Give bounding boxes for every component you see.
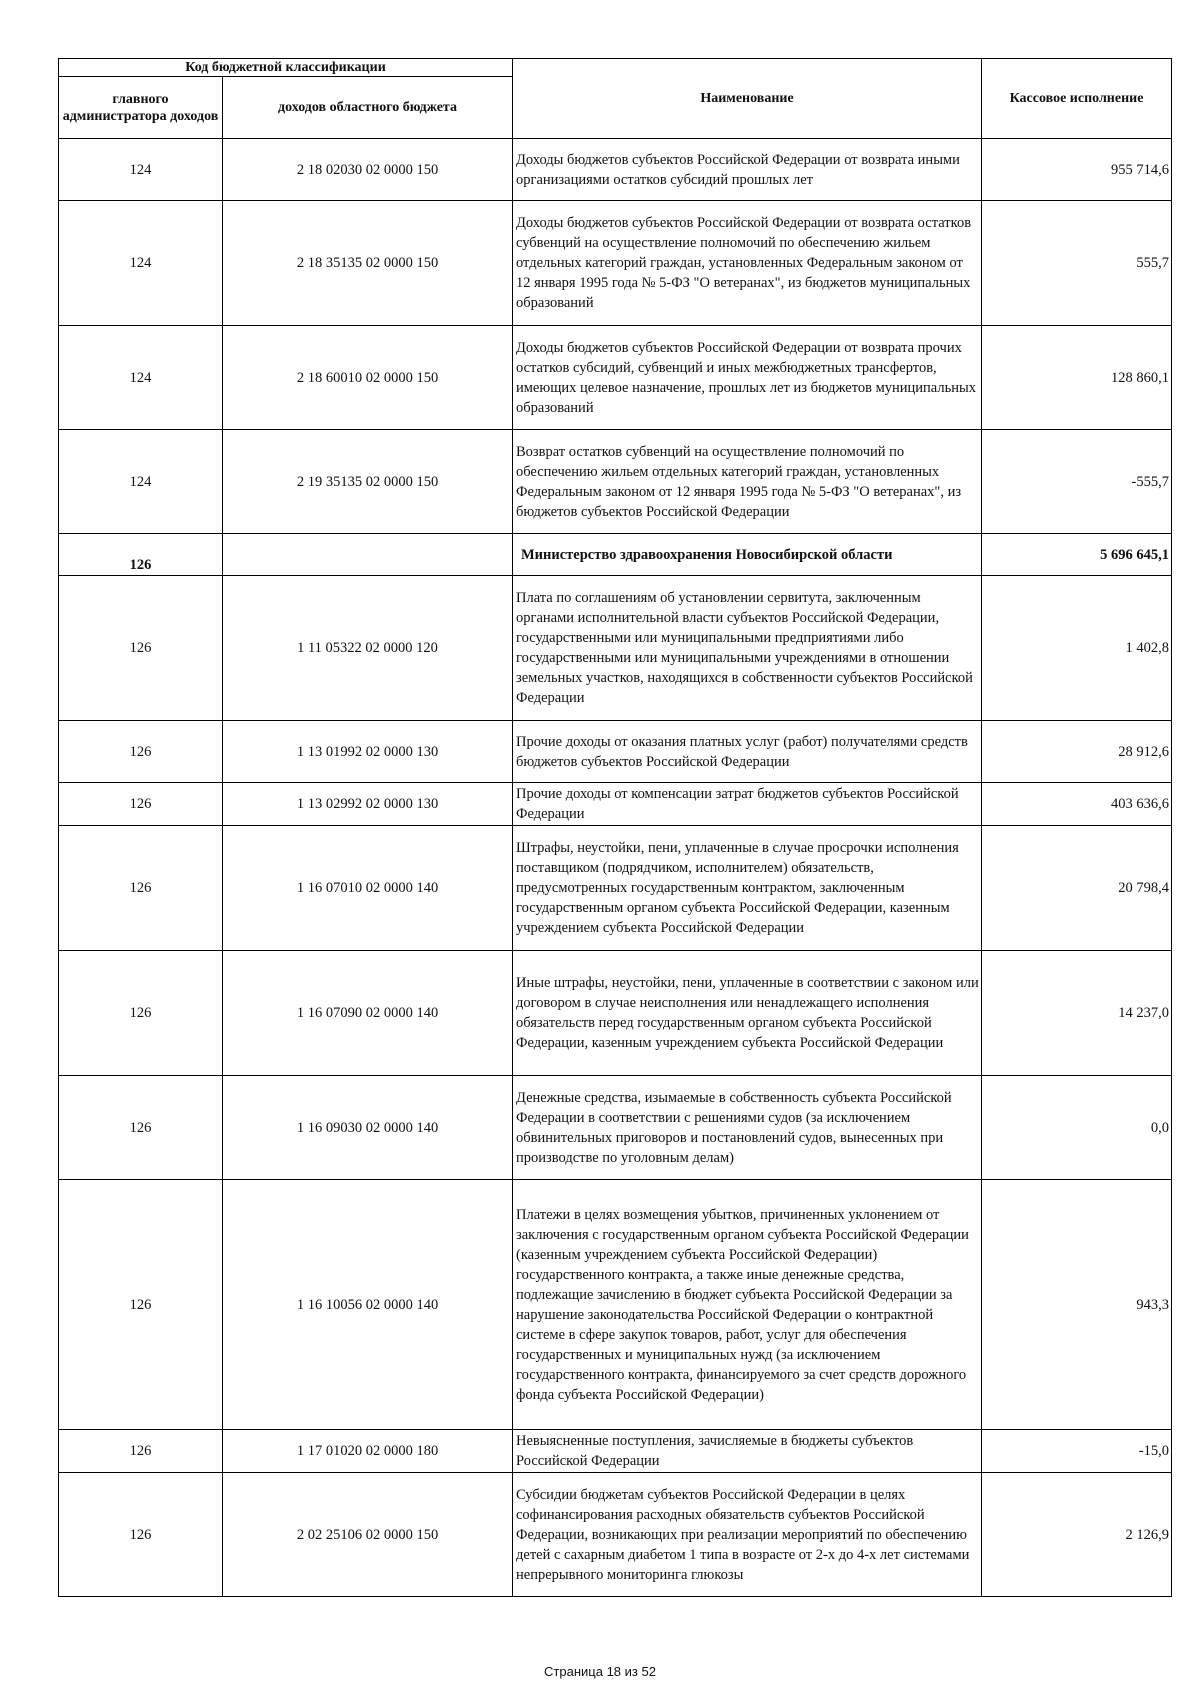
amount: 128 860,1 (982, 326, 1172, 430)
admin-code: 126 (59, 1473, 223, 1597)
revenue-code: 1 16 09030 02 0000 140 (223, 1076, 513, 1180)
amount: 955 714,6 (982, 139, 1172, 201)
table-row (59, 1076, 1172, 1180)
table-row (59, 139, 1172, 201)
header-name: Наименование (513, 59, 982, 139)
amount: 2 126,9 (982, 1473, 1172, 1597)
budget-table (58, 58, 1172, 1597)
admin-code: 126 (59, 826, 223, 951)
revenue-code: 1 16 07010 02 0000 140 (223, 826, 513, 951)
revenue-code: 1 16 10056 02 0000 140 (223, 1180, 513, 1430)
revenue-code: 2 02 25106 02 0000 150 (223, 1473, 513, 1597)
header-classification-code: Код бюджетной классификации (59, 59, 513, 77)
table-row (59, 951, 1172, 1076)
revenue-name: Плата по соглашениям об установлении сервитута, заключенным органами исполнительной власти субъектов Российской Федерации, государственными или муниципальными предприятиями либо государственными или муниципальными учреждениями в отношении земельных участков, находящихся в собственности субъектов Российской Федерации (513, 576, 982, 721)
revenue-name: Доходы бюджетов субъектов Российской Федерации от возврата прочих остатков субсидий, субвенций и иных межбюджетных трансфертов, имеющих целевое назначение, прошлых лет из бюджетов муниципальных образований (513, 326, 982, 430)
amount: 28 912,6 (982, 721, 1172, 783)
table-row (59, 826, 1172, 951)
amount: 1 402,8 (982, 576, 1172, 721)
amount: 555,7 (982, 201, 1172, 326)
table-row (59, 1180, 1172, 1430)
amount: 20 798,4 (982, 826, 1172, 951)
revenue-name: Субсидии бюджетам субъектов Российской Федерации в целях софинансирования расходных обязательств субъектов Российской Федерации, возникающих при реализации мероприятий по обеспечению детей с сахарным диабетом 1 типа в возрасте от 2-х до 4-х лет системами непрерывного мониторинга глюкозы (513, 1473, 982, 1597)
admin-code: 124 (59, 139, 223, 201)
amount: 403 636,6 (982, 783, 1172, 826)
revenue-name: Денежные средства, изымаемые в собственность субъекта Российской Федерации в соответствии с решениями судов (за исключением обвинительных приговоров и постановлений судов, вынесенных при производстве по уголовным делам) (513, 1076, 982, 1180)
revenue-name: Прочие доходы от оказания платных услуг (работ) получателями средств бюджетов субъектов Российской Федерации (513, 721, 982, 783)
revenue-name: Доходы бюджетов субъектов Российской Федерации от возврата иными организациями остатков субсидий прошлых лет (513, 139, 982, 201)
header-regional-budget-revenue: доходов областного бюджета (223, 77, 513, 139)
ministry-total-amount: 5 696 645,1 (982, 534, 1172, 576)
admin-code: 126 (59, 783, 223, 826)
revenue-name: Иные штрафы, неустойки, пени, уплаченные в соответствии с законом или договором в случае неисполнения или ненадлежащего исполнения обязательств перед государственным органом субъекта Российской Федерации, казенным учреждением субъекта Российской Федерации (513, 951, 982, 1076)
admin-code: 126 (59, 951, 223, 1076)
revenue-code: 1 11 05322 02 0000 120 (223, 576, 513, 721)
revenue-code: 1 13 02992 02 0000 130 (223, 783, 513, 826)
admin-code: 126 (59, 721, 223, 783)
admin-code: 124 (59, 430, 223, 534)
revenue-name: Штрафы, неустойки, пени, уплаченные в случае просрочки исполнения поставщиком (подрядчиком, исполнителем) обязательств, предусмотренных государственным контрактом, заключенным государственным органом субъекта Российской Федерации, казенным учреждением субъекта Российской Федерации (513, 826, 982, 951)
header-cash-execution: Кассовое исполнение (982, 59, 1172, 139)
revenue-code: 1 13 01992 02 0000 130 (223, 721, 513, 783)
revenue-name: Платежи в целях возмещения убытков, причиненных уклонением от заключения с государственным органом субъекта Российской Федерации (казенным учреждением субъекта Российской Федерации) государственного контракта, а также иные денежные средства, подлежащие зачислению в бюджет субъекта Российской Федерации за нарушение законодательства Российской Федерации о контрактной системе в сфере закупок товаров, работ, услуг для обеспечения государственных и муниципальных нужд (за исключением государственного контракта, финансируемого за счет средств дорожного фонда субъекта Российской Федерации) (513, 1180, 982, 1430)
admin-code: 126 (59, 1180, 223, 1430)
table-row (59, 721, 1172, 783)
amount: 943,3 (982, 1180, 1172, 1430)
admin-code: 126 (59, 576, 223, 721)
header-main-administrator: главного администратора доходов (59, 77, 223, 139)
admin-code: 126 (59, 1430, 223, 1473)
revenue-code: 1 16 07090 02 0000 140 (223, 951, 513, 1076)
revenue-code: 2 18 35135 02 0000 150 (223, 201, 513, 326)
amount: -15,0 (982, 1430, 1172, 1473)
table-row (59, 783, 1172, 826)
revenue-code: 2 18 60010 02 0000 150 (223, 326, 513, 430)
revenue-code: 2 19 35135 02 0000 150 (223, 430, 513, 534)
revenue-name: Прочие доходы от компенсации затрат бюджетов субъектов Российской Федерации (513, 783, 982, 826)
admin-code: 124 (59, 201, 223, 326)
amount: 14 237,0 (982, 951, 1172, 1076)
page-number: Страница 18 из 52 (544, 1664, 656, 1679)
table-row-ministry-total (59, 534, 1172, 576)
revenue-name: Доходы бюджетов субъектов Российской Федерации от возврата остатков субвенций на осуществление полномочий по обеспечению жильем отдельных категорий граждан, установленных Федеральным законом от 12 января 1995 года № 5-ФЗ "О ветеранах", из бюджетов муниципальных образований (513, 201, 982, 326)
table-row (59, 326, 1172, 430)
revenue-code: 2 18 02030 02 0000 150 (223, 139, 513, 201)
amount: 0,0 (982, 1076, 1172, 1180)
admin-code: 126 (59, 1076, 223, 1180)
amount: -555,7 (982, 430, 1172, 534)
table-row (59, 430, 1172, 534)
table-row (59, 201, 1172, 326)
table-row (59, 1430, 1172, 1473)
revenue-name: Возврат остатков субвенций на осуществление полномочий по обеспечению жильем отдельных категорий граждан, установленных Федеральным законом от 12 января 1995 года № 5-ФЗ "О ветеранах", из бюджетов субъектов Российской Федерации (513, 430, 982, 534)
ministry-name: Министерство здравоохранения Новосибирской области (513, 534, 982, 576)
revenue-code (223, 534, 513, 576)
admin-code: 126 (59, 534, 223, 576)
table-row (59, 576, 1172, 721)
table-row (59, 1473, 1172, 1597)
admin-code: 124 (59, 326, 223, 430)
revenue-name: Невыясненные поступления, зачисляемые в бюджеты субъектов Российской Федерации (513, 1430, 982, 1473)
revenue-code: 1 17 01020 02 0000 180 (223, 1430, 513, 1473)
